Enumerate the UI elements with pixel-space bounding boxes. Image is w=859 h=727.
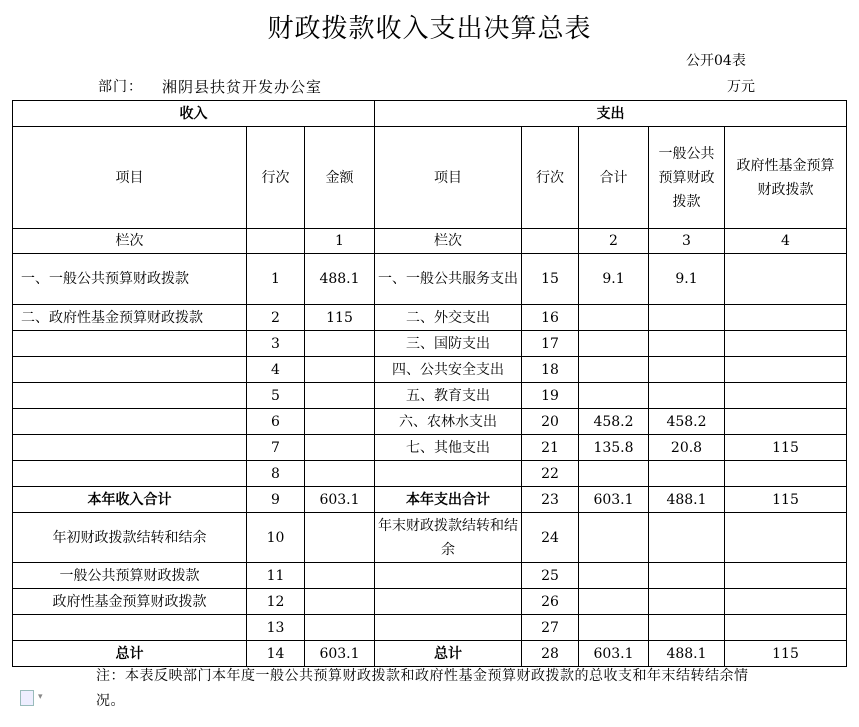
expense-row-no: 18: [522, 357, 579, 383]
expense-fund: [725, 563, 847, 589]
income-item: 二、政府性基金预算财政拨款: [13, 305, 247, 331]
income-amount: [305, 435, 375, 461]
table-row: [13, 331, 847, 357]
income-item: 总计: [13, 641, 247, 667]
expense-row-no: 28: [522, 641, 579, 667]
income-item: 政府性基金预算财政拨款: [13, 589, 247, 615]
expense-total: [579, 563, 649, 589]
income-amount: [305, 615, 375, 641]
income-row-no: 2: [247, 305, 305, 331]
expense-item: 一、一般公共服务支出: [375, 254, 522, 305]
expense-item: 二、外交支出: [375, 305, 522, 331]
expense-item: 总计: [375, 641, 522, 667]
table-row: [13, 357, 847, 383]
col-index-empty: [247, 229, 305, 254]
expense-fund: [725, 615, 847, 641]
income-row-no: 8: [247, 461, 305, 487]
expense-row-no: 23: [522, 487, 579, 513]
department-label: 部门：: [98, 79, 143, 95]
income-amount: [305, 589, 375, 615]
col-index-2: 2: [579, 229, 649, 254]
income-row-no: 11: [247, 563, 305, 589]
income-item: [13, 461, 247, 487]
table-row: [13, 305, 847, 331]
fiscal-summary-table: [12, 100, 847, 667]
expense-row-no: 15: [522, 254, 579, 305]
col-gov-fund: 政府性基金预算财政拨款: [725, 127, 847, 229]
expense-row-no: 24: [522, 513, 579, 563]
income-row-no: 12: [247, 589, 305, 615]
col-index-label-2: 栏次: [375, 229, 522, 254]
income-item: [13, 357, 247, 383]
expense-fund: [725, 305, 847, 331]
table-row-subtotal: [13, 487, 847, 513]
expense-fund: [725, 331, 847, 357]
income-amount: [305, 513, 375, 563]
table-row: [13, 435, 847, 461]
income-amount: 115: [305, 305, 375, 331]
income-amount: [305, 461, 375, 487]
expense-total: [579, 513, 649, 563]
income-item: [13, 409, 247, 435]
income-row-no: 1: [247, 254, 305, 305]
expense-item: 年末财政拨款结转和结余: [375, 513, 522, 563]
expense-fund: [725, 254, 847, 305]
income-amount: [305, 383, 375, 409]
income-item: [13, 383, 247, 409]
income-amount: 603.1: [305, 487, 375, 513]
income-item: [13, 615, 247, 641]
col-amount: 金额: [305, 127, 375, 229]
col-row-no-2: 行次: [522, 127, 579, 229]
income-amount: [305, 331, 375, 357]
expense-general: [649, 305, 725, 331]
income-row-no: 9: [247, 487, 305, 513]
income-item: [13, 331, 247, 357]
expense-total: [579, 383, 649, 409]
expense-total: 135.8: [579, 435, 649, 461]
col-item: 项目: [13, 127, 247, 229]
expense-general: 488.1: [649, 487, 725, 513]
expense-item: 五、教育支出: [375, 383, 522, 409]
expense-total: [579, 589, 649, 615]
expense-item: 本年支出合计: [375, 487, 522, 513]
footnote: 注：本表反映部门本年度一般公共预算财政拨款和政府性基金预算财政拨款的总收支和年末结转结余情况。: [96, 668, 749, 709]
col-index-label: 栏次: [13, 229, 247, 254]
income-amount: [305, 563, 375, 589]
expense-fund: [725, 383, 847, 409]
expense-header: 支出: [375, 101, 847, 127]
expense-item: 六、农林水支出: [375, 409, 522, 435]
income-amount: [305, 357, 375, 383]
income-amount: 488.1: [305, 254, 375, 305]
income-amount: 603.1: [305, 641, 375, 667]
expense-row-no: 22: [522, 461, 579, 487]
col-row-no: 行次: [247, 127, 305, 229]
expense-general: 20.8: [649, 435, 725, 461]
expense-fund: 115: [725, 435, 847, 461]
income-row-no: 3: [247, 331, 305, 357]
expense-general: [649, 563, 725, 589]
expense-fund: [725, 589, 847, 615]
expense-total: [579, 305, 649, 331]
income-row-no: 4: [247, 357, 305, 383]
expense-row-no: 16: [522, 305, 579, 331]
expense-general: [649, 513, 725, 563]
income-row-no: 5: [247, 383, 305, 409]
expense-total: 603.1: [579, 487, 649, 513]
col-total: 合计: [579, 127, 649, 229]
expense-row-no: 25: [522, 563, 579, 589]
chevron-down-icon[interactable]: ▾: [38, 692, 43, 702]
expense-total: [579, 461, 649, 487]
col-index-3: 3: [649, 229, 725, 254]
col-index-empty-2: [522, 229, 579, 254]
expense-item: 四、公共安全支出: [375, 357, 522, 383]
expense-item: [375, 461, 522, 487]
expense-fund: [725, 461, 847, 487]
table-row: [13, 383, 847, 409]
expense-total: [579, 615, 649, 641]
expense-row-no: 17: [522, 331, 579, 357]
expense-general: [649, 615, 725, 641]
income-row-no: 10: [247, 513, 305, 563]
expense-total: 603.1: [579, 641, 649, 667]
page-title: 财政拨款收入支出决算总表: [267, 14, 592, 44]
income-row-no: 6: [247, 409, 305, 435]
income-row-no: 13: [247, 615, 305, 641]
income-item: 年初财政拨款结转和结余: [13, 513, 247, 563]
expense-row-no: 19: [522, 383, 579, 409]
income-amount: [305, 409, 375, 435]
unit-label: 万元: [727, 79, 755, 95]
table-row: [13, 589, 847, 615]
col-item-2: 项目: [375, 127, 522, 229]
expense-general: [649, 383, 725, 409]
table-row: [13, 615, 847, 641]
expense-item: [375, 589, 522, 615]
income-item: 一、一般公共预算财政拨款: [13, 254, 247, 305]
col-general-budget: 一般公共预算财政拨款: [649, 127, 725, 229]
expense-general: [649, 589, 725, 615]
table-row: [13, 409, 847, 435]
table-row: [13, 254, 847, 305]
expense-general: 9.1: [649, 254, 725, 305]
expense-item: [375, 615, 522, 641]
expense-row-no: 27: [522, 615, 579, 641]
col-index-1: 1: [305, 229, 375, 254]
income-item: 本年收入合计: [13, 487, 247, 513]
form-code: 公开04表: [686, 53, 746, 69]
expense-item: [375, 563, 522, 589]
expense-total: [579, 357, 649, 383]
expense-fund: 115: [725, 487, 847, 513]
income-item: 一般公共预算财政拨款: [13, 563, 247, 589]
expense-fund: [725, 357, 847, 383]
expense-fund: [725, 409, 847, 435]
income-item: [13, 435, 247, 461]
expense-item: 七、其他支出: [375, 435, 522, 461]
table-row: [13, 563, 847, 589]
income-header: 收入: [13, 101, 375, 127]
expense-row-no: 26: [522, 589, 579, 615]
expense-general: 458.2: [649, 409, 725, 435]
income-row-no: 14: [247, 641, 305, 667]
expense-fund: 115: [725, 641, 847, 667]
col-index-4: 4: [725, 229, 847, 254]
department-name: 湘阴县扶贫开发办公室: [162, 78, 323, 96]
table-row: [13, 461, 847, 487]
expense-total: [579, 331, 649, 357]
expense-general: [649, 331, 725, 357]
expense-fund: [725, 513, 847, 563]
expense-general: [649, 461, 725, 487]
expense-row-no: 20: [522, 409, 579, 435]
document-icon[interactable]: [20, 690, 34, 706]
expense-total: 458.2: [579, 409, 649, 435]
expense-row-no: 21: [522, 435, 579, 461]
expense-total: 9.1: [579, 254, 649, 305]
table-row: [13, 513, 847, 563]
expense-general: [649, 357, 725, 383]
expense-item: 三、国防支出: [375, 331, 522, 357]
expense-general: 488.1: [649, 641, 725, 667]
table-row-total: [13, 641, 847, 667]
income-row-no: 7: [247, 435, 305, 461]
